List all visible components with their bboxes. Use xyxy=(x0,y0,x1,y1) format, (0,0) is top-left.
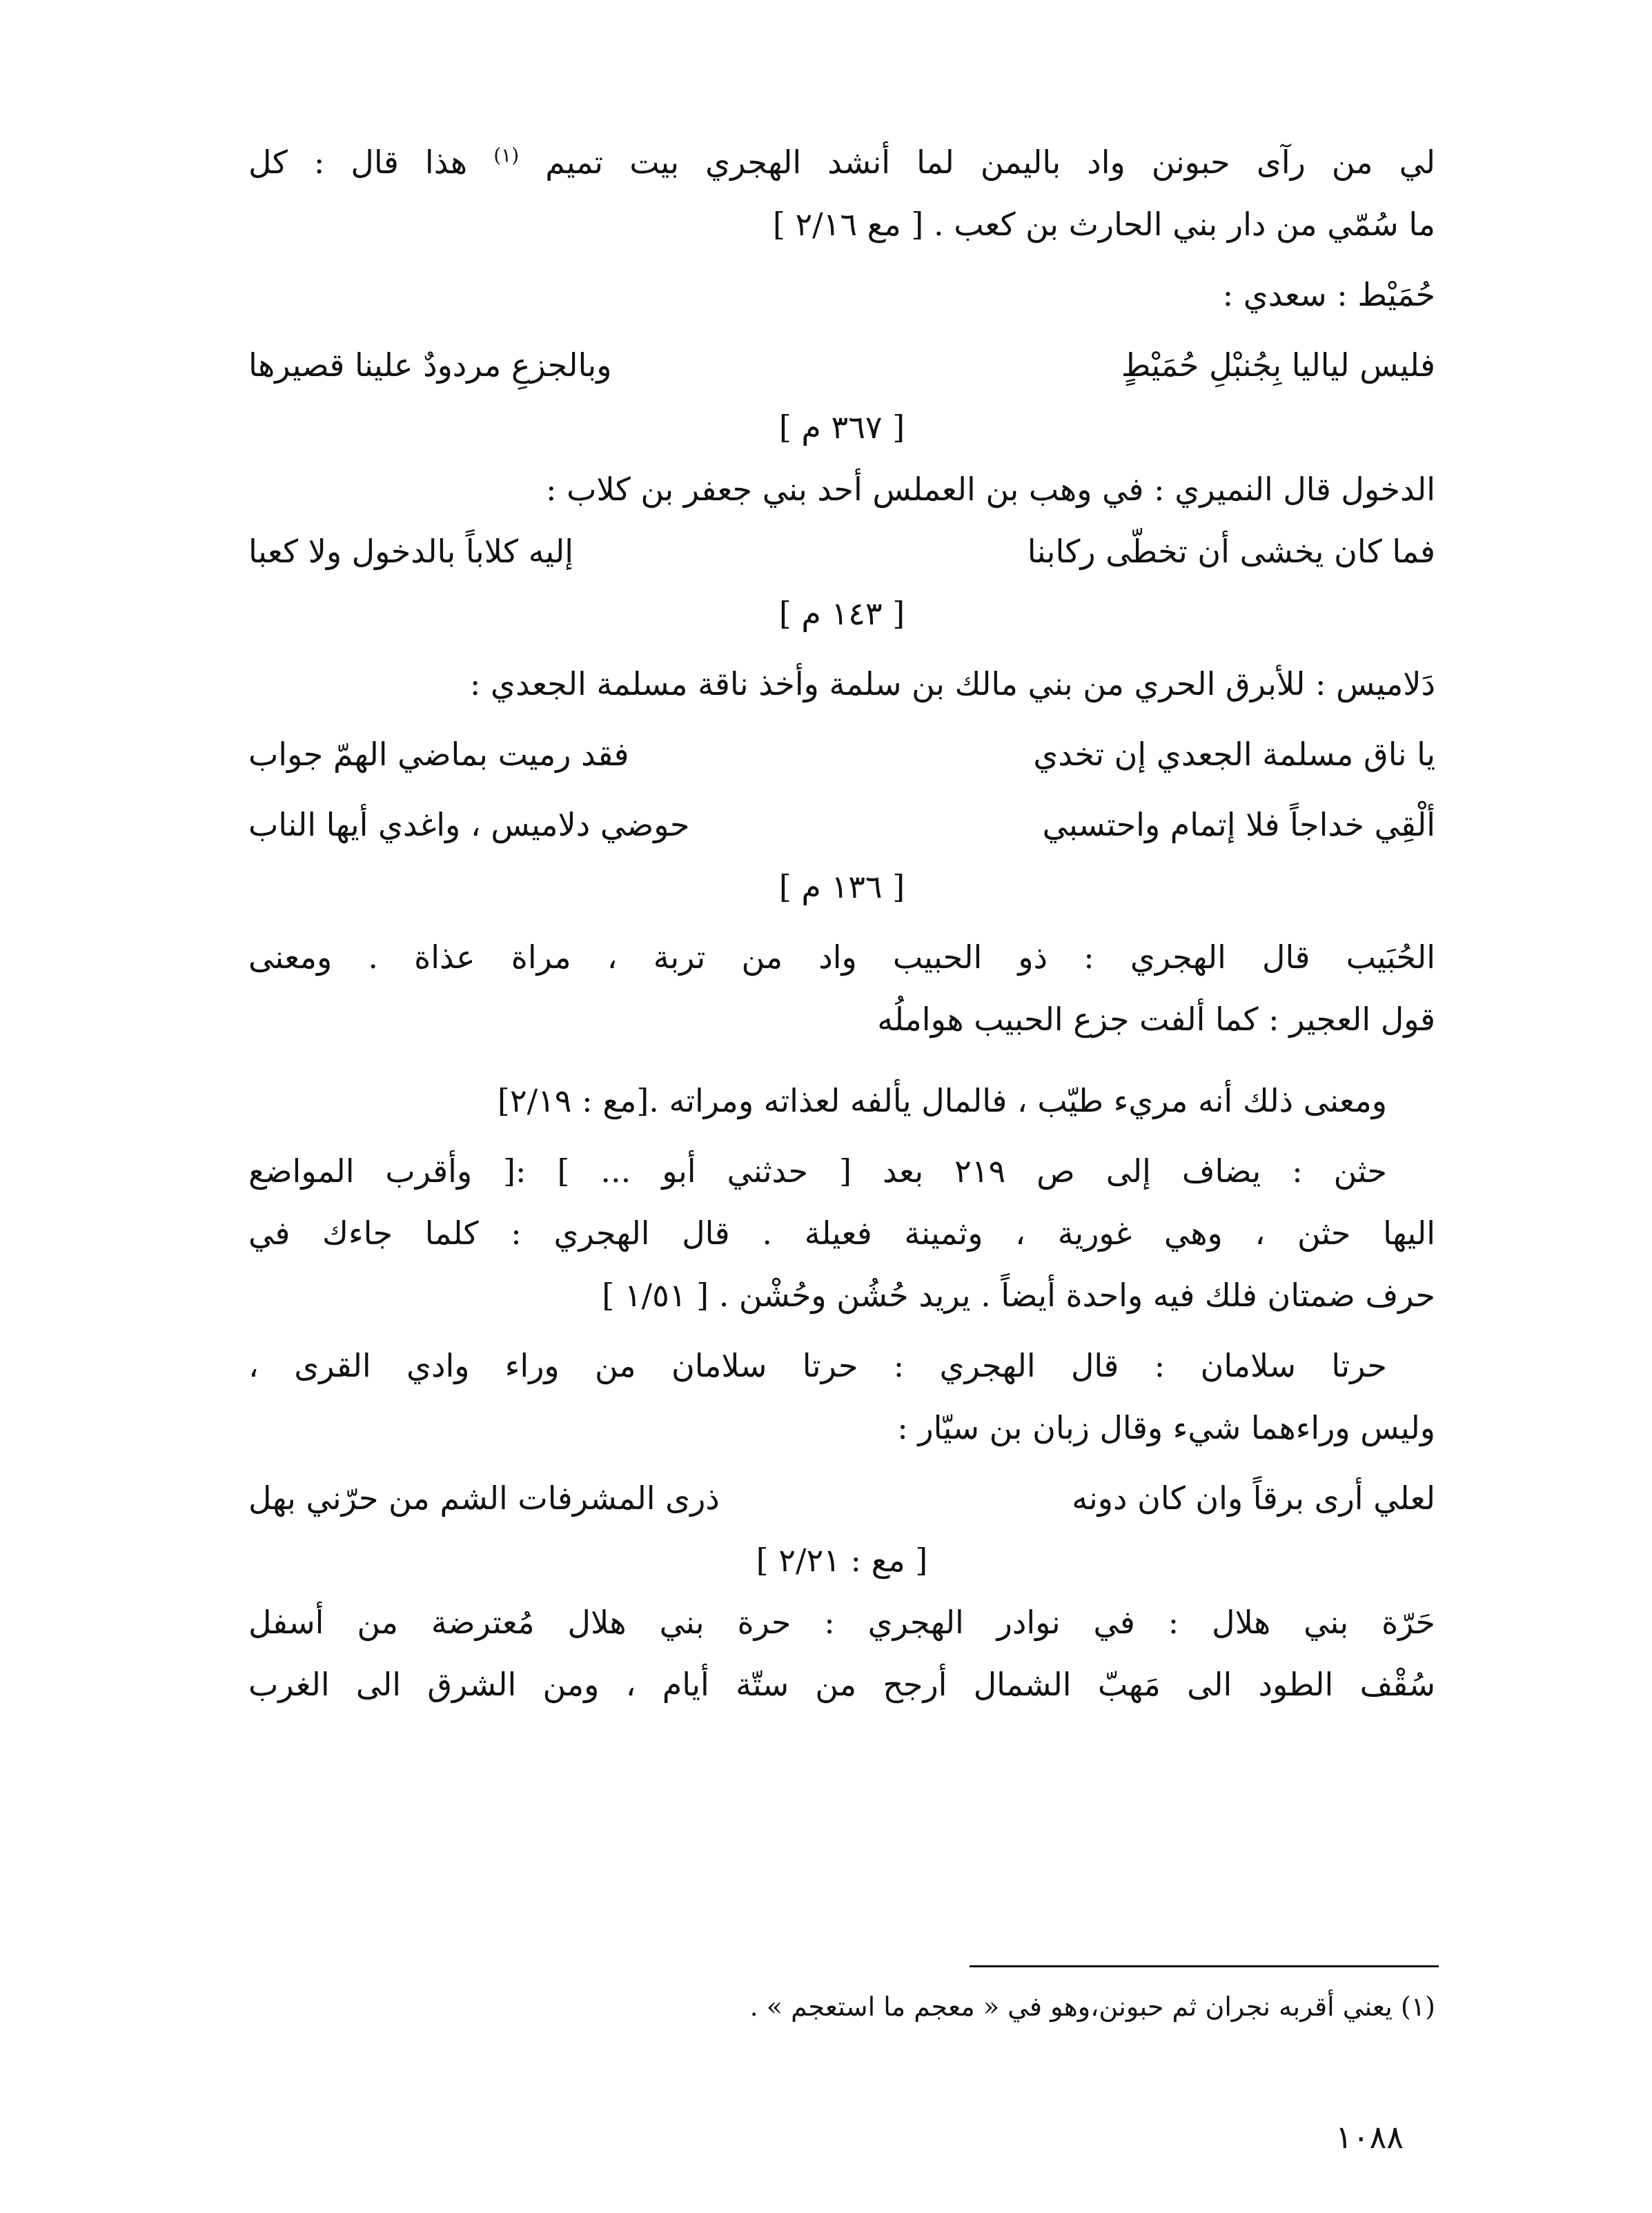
entry-heading: الدخول قال النميري : في وهب بن العملس أحد بني جعفر بن كلاب : xyxy=(546,471,1435,508)
text-line: حرف ضمتان فلك فيه واحدة أيضاً . يريد حُشُن وحُشْن . [ ١/٥١ ] xyxy=(602,1277,1435,1314)
entry-heading: دَلاميس : للأبرق الحري من بني مالك بن سلمة وأخذ ناقة مسلمة الجعدي : xyxy=(469,665,1435,702)
text-line: وليس وراءهما شيء وقال زبان بن سيّار : xyxy=(897,1409,1435,1446)
verse-second-hemistich: إليه كلاباً بالدخول ولا كعبا xyxy=(248,533,574,570)
text-line: حَرّة بني هلال : في نوادر الهجري : حرة بني هلال مُعترضة من أسفل xyxy=(248,1604,1435,1641)
footnote: (١) يعني أقربه نجران ثم حبونن،وهو في « معجم ما استعجم » . xyxy=(749,1991,1435,2022)
verse-first-hemistich: فما كان يخشى أن تخطّى ركابنا xyxy=(1027,533,1435,570)
text-line xyxy=(248,131,1435,193)
footnote-separator xyxy=(970,1965,1439,1967)
reference: [ ١٤٣ م ] xyxy=(778,595,905,632)
verse-line xyxy=(248,794,1435,856)
verse-first-hemistich: لعلي أرى برقاً وان كان دونه xyxy=(1072,1479,1435,1517)
text-line: حثن : يضاف إلى ص ٢١٩ بعد [ حدثني أبو ... ] :[ وأقرب المواضع xyxy=(248,1152,1387,1190)
verse-second-hemistich: ذرى المشرفات الشم من حرّني بهل xyxy=(248,1479,720,1517)
verse-second-hemistich: حوضي دلاميس ، واغدي أيها الناب xyxy=(248,806,690,843)
reference: [ ١٣٦ م ] xyxy=(778,868,905,905)
text-line: ومعنى ذلك أنه مريء طيّب ، فالمال يألفه لعذاته ومراته .[مع : ٢/١٩] xyxy=(497,1082,1387,1119)
verse-line xyxy=(248,334,1435,396)
verse-line xyxy=(248,520,1435,582)
verse-first-hemistich: يا ناق مسلمة الجعدي إن تخدي xyxy=(1033,736,1435,773)
reference: [ مع : ٢/٢١ ] xyxy=(756,1542,928,1579)
verse-second-hemistich: وبالجزعِ مردودٌ علينا قصيرها xyxy=(248,346,612,384)
verse-first-hemistich: ألْقِي خداجاً فلا إتمام واحتسبي xyxy=(1042,806,1435,843)
verse-first-hemistich: فليس لياليا بِجُنبْلِ حُمَيْطٍ xyxy=(1121,346,1435,384)
entry-heading: حُمَيْط : سعدي : xyxy=(1222,276,1435,313)
verse-line xyxy=(248,723,1435,785)
verse-second-hemistich: فقد رميت بماضي الهمّ جواب xyxy=(248,736,629,773)
text-line: قول العجير : كما ألفت جزع الحبيب هواملُه xyxy=(877,1001,1435,1038)
verse-line xyxy=(248,1467,1435,1529)
text-line: سُقْف الطود الى مَهبّ الشمال أرجح من ستّة أيام ، ومن الشرق الى الغرب xyxy=(248,1666,1435,1703)
footnote-marker: (١) xyxy=(493,144,520,167)
text-line: حرتا سلامان : قال الهجري : حرتا سلامان من وراء وادي القرى ، xyxy=(248,1347,1387,1384)
page-number: ١٠٨٨ xyxy=(1335,2118,1404,2156)
text-run: هذا قال : كل xyxy=(248,144,468,181)
text-run: لي من رآى حبونن واد باليمن لما أنشد الهجري بيت تميم xyxy=(545,144,1436,181)
text-line: اليها حثن ، وهي غورية ، وثمينة فعيلة . قال الهجري : كلما جاءك في xyxy=(248,1214,1435,1252)
text-line: ما سُمّي من دار بني الحارث بن كعب . [ مع ٢/١٦ ] xyxy=(772,206,1435,243)
page-body xyxy=(248,131,1435,1715)
reference: [ ٣٦٧ م ] xyxy=(778,409,905,446)
text-line: الحُبَيب قال الهجري : ذو الحبيب واد من تربة ، مراة عذاة . ومعنى xyxy=(248,938,1435,976)
